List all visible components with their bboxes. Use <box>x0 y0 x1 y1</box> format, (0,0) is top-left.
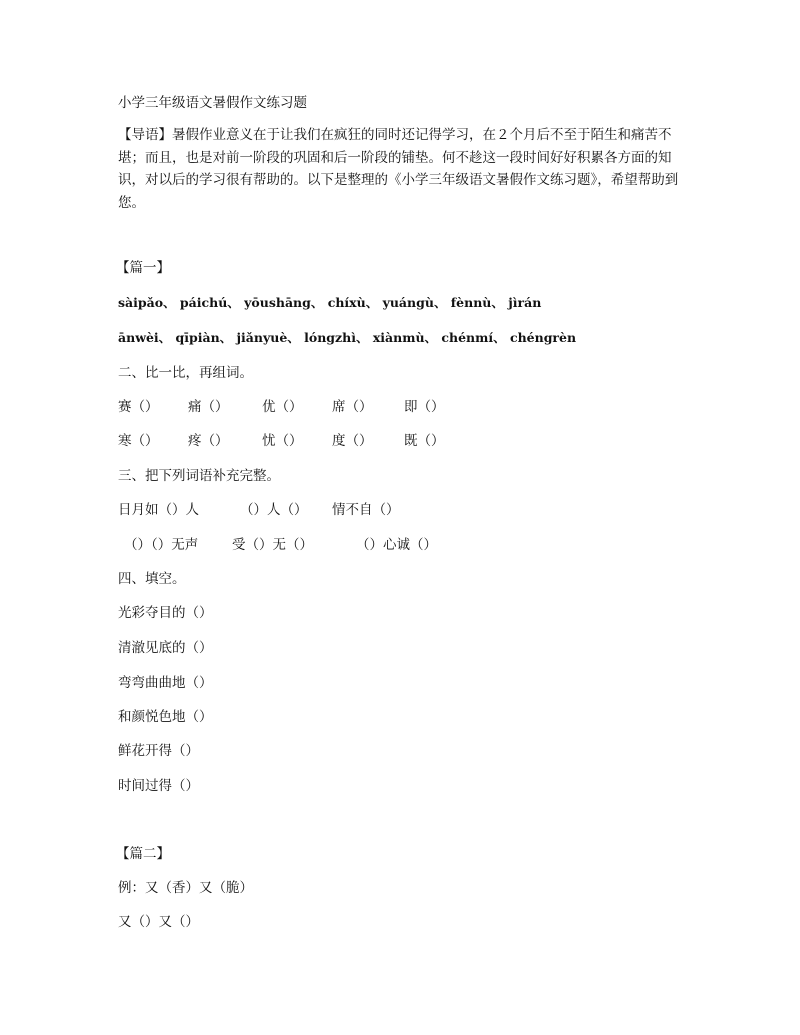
fill-item: 光彩夺目的（） <box>118 605 213 621</box>
compare-item: 即（） <box>404 399 445 415</box>
intro-paragraph: 【导语】暑假作业意义在于让我们在疯狂的同时还记得学习，在２个月后不至于陌生和痛苦不堪；而且，也是对前一阶段的巩固和后一阶段的铺垫。何不趁这一段时间好好积累各方面的知识，对以后的学习很有帮助的。以下是整理的《小学三年级语文暑假作文练习题》，希望帮助到您。 <box>118 127 679 211</box>
compare-item: 席（） <box>332 399 373 415</box>
idiom-item: （）（）无声 <box>124 537 199 553</box>
fill-item: 鲜花开得（） <box>118 743 199 759</box>
idiom-item: 日月如（）人 <box>118 502 199 518</box>
question-3-title: 三、把下列词语补充完整。 <box>118 468 280 484</box>
idiom-item: 受（）无（） <box>232 537 313 553</box>
compare-item: 疼（） <box>188 433 229 449</box>
compare-item: 既（） <box>404 433 445 449</box>
fill-item: 清澈见底的（） <box>118 640 213 656</box>
example-line: 例：又（香）又（脆） <box>118 880 253 896</box>
section2-heading: 【篇二】 <box>116 846 170 862</box>
idiom-item: （）心诚（） <box>356 537 437 553</box>
pinyin-row-1: sàipǎo、 páichú、 yōushāng、 chíxù、 yuángù、 fènnù、 jìrán <box>118 295 542 310</box>
idiom-item: 情不自（） <box>332 502 400 518</box>
compare-item: 忧（） <box>262 433 303 449</box>
page-title: 小学三年级语文暑假作文练习题 <box>118 95 307 111</box>
idiom-item: （）人（） <box>240 502 308 518</box>
question-4-title: 四、填空。 <box>118 571 186 587</box>
section1-heading: 【篇一】 <box>116 260 170 276</box>
compare-item: 寒（） <box>118 433 159 449</box>
pinyin-row-2: ānwèi、 qīpiàn、 jiǎnyuè、 lóngzhì、 xiànmù、 chénmí、 chéngrèn <box>118 330 577 345</box>
compare-item: 痛（） <box>188 399 229 415</box>
blank-line: 又（）又（） <box>118 914 199 930</box>
fill-item: 和颜悦色地（） <box>118 709 213 725</box>
compare-item: 优（） <box>262 399 303 415</box>
compare-item: 度（） <box>332 433 373 449</box>
compare-item: 赛（） <box>118 399 159 415</box>
question-2-title: 二、比一比，再组词。 <box>118 365 253 381</box>
fill-item: 时间过得（） <box>118 778 199 794</box>
fill-item: 弯弯曲曲地（） <box>118 675 213 691</box>
